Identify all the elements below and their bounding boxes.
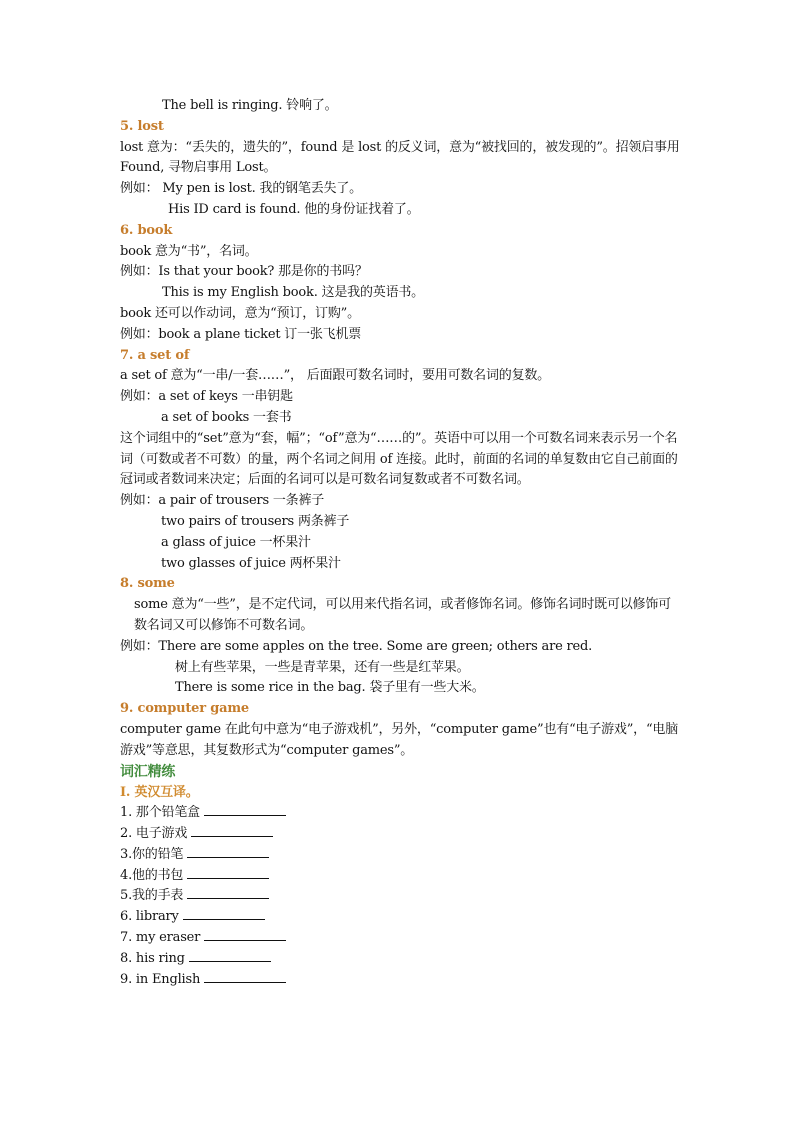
exercise-prompt: 8. his ring [120,950,185,966]
example-line: This is my English book. 这是我的英语书。 [162,285,424,301]
exercise-prompt: 9. in English [120,971,201,987]
example-line: 例如：a pair of trousers 一条裤子 [120,493,325,509]
answer-blank[interactable] [187,845,269,858]
paragraph-computer-game: computer game 在此句中意为“电子游戏机”，另外，“computer game”也有“电子游戏”，“电脑游戏”等意思，其复数形式为“computer games”。 [120,721,679,758]
paragraph-some-text: some 意为“一些”，是不定代词，可以用来代指名词，或者修饰名词。修饰名词时既可以修饰可数名词又可以修饰不可数名词。 [134,597,671,633]
paragraph-lost: lost 意为：“丢失的，遗失的”，found 是 lost 的反义词，意为“被找回的，被发现的”。招领启事用 Found, 寻物启事用 Lost。 [120,139,680,176]
answer-blank[interactable] [189,949,271,962]
example-line: There is some rice in the bag. 袋子里有一些大米。 [175,680,485,696]
exercise-item [120,866,680,887]
heading-book: 6. book [120,222,173,238]
paragraph-book-verb: book 还可以作动词，意为“预订，订购”。 [120,305,360,321]
example-line: a set of books 一套书 [161,409,292,425]
example-line: 例如：There are some apples on the tree. Some are green; others are red. [120,638,593,654]
section-title-vocabulary-practice: 词汇精练 [120,763,176,780]
exercise-item [120,886,680,907]
exercise-item [120,949,680,970]
answer-blank[interactable] [204,928,286,941]
exercise-prompt: 5.我的手表 [120,888,184,904]
exercise-item [120,845,680,866]
answer-blank[interactable] [187,886,269,899]
exercise-instruction: Ⅰ. 英汉互译。 [120,784,199,800]
exercise-list [120,803,680,990]
exercise-prompt: 2. 电子游戏 [120,826,188,842]
example-sentence: The bell is ringing. 铃响了。 [162,98,338,113]
exercise-item [120,970,680,991]
exercise-item [120,803,680,824]
exercise-item [120,907,680,928]
paragraph-a-set-of: a set of 意为“一串/一套……”， 后面跟可数名词时，要用可数名词的复数。 [120,368,550,384]
example-line: 例如： My pen is lost. 我的钢笔丢失了。 [120,181,362,197]
heading-a-set-of: 7. a set of [120,347,190,363]
exercise-prompt: 7. my eraser [120,930,201,946]
answer-blank[interactable] [187,866,269,879]
exercise-prompt: 3.你的铅笔 [120,846,184,862]
example-line: 例如：Is that your book? 那是你的书吗？ [120,264,368,280]
answer-blank[interactable] [204,970,286,983]
paragraph-of-usage: 这个词组中的“set”意为“套，幅”；“of”意为“……的”。英语中可以用一个可数名词来表示另一个名词（可数或者不可数）的量，两个名词之间用 of 连接。此时，前面的名词的单复数由它自己前面的冠词或者数词来决定；后面的名词可以是可数名词复数或者不可数名词。 [120,430,678,488]
heading-lost: 5. lost [120,118,164,134]
answer-blank[interactable] [183,907,265,920]
answer-blank[interactable] [204,803,286,816]
heading-some: 8. some [120,576,175,592]
exercise-prompt: 4.他的书包 [120,867,184,883]
answer-blank[interactable] [191,824,273,837]
example-line: His ID card is found. 他的身份证找着了。 [168,201,420,217]
example-line: two glasses of juice 两杯果汁 [161,555,341,571]
heading-computer-game: 9. computer game [120,701,249,717]
paragraph-some [120,595,680,637]
example-line: 树上有些苹果，一些是青苹果，还有一些是红苹果。 [175,659,470,675]
example-line: 例如：book a plane ticket 订一张飞机票 [120,326,362,342]
example-line: a glass of juice 一杯果汁 [161,534,311,550]
exercise-prompt: 6. library [120,909,179,925]
example-line: two pairs of trousers 两条裤子 [161,513,350,529]
exercise-prompt: 1. 那个铅笔盒 [120,805,200,821]
exercise-item [120,824,680,845]
exercise-item [120,928,680,949]
document-page [120,96,680,990]
example-line: 例如：a set of keys 一串钥匙 [120,389,293,405]
paragraph-book: book 意为“书”，名词。 [120,243,258,259]
